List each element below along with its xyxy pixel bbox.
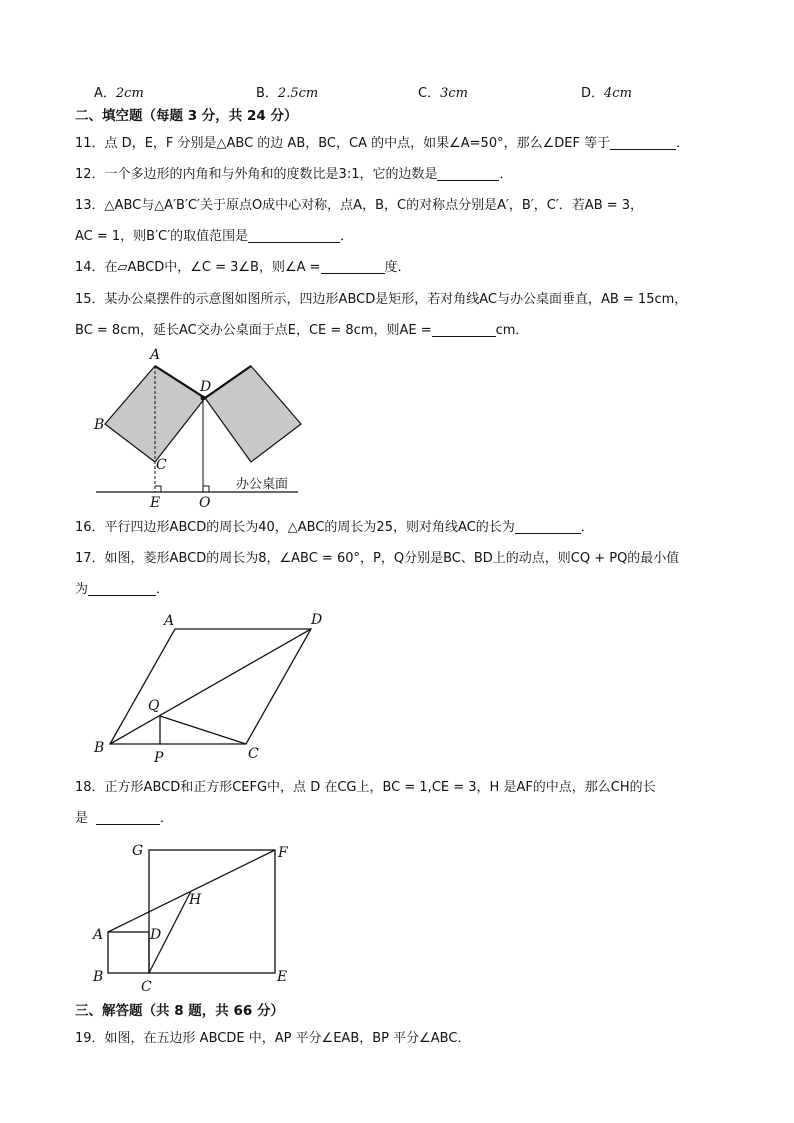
figure-17-rhombus — [88, 606, 338, 768]
right-angle-mark — [203, 486, 209, 492]
question-13 — [75, 196, 643, 216]
label-c: C — [248, 746, 259, 762]
label-d: D — [150, 927, 162, 943]
question-number: 11． — [75, 136, 105, 151]
answer-blank — [321, 259, 385, 274]
question-text: 正方形ABCD和正方形CEFG中，点 D 在CG上，BC = 1,CE = 3，H 是AF的中点，那么CH的长 — [104, 780, 656, 795]
question-text: △ABC与△A′B′C′关于原点O成中心对称，点A，B，C的对称点分别是A′，B′，C′．若AB = 3， — [104, 198, 644, 213]
question-number: 18． — [75, 780, 105, 795]
label-p: P — [154, 750, 164, 766]
section-3-title: 三、解答题（共 8 题，共 66 分） — [75, 1003, 284, 1019]
figure-15-desk-ornament — [88, 344, 318, 512]
option-c: C．3cm — [418, 86, 468, 101]
question-19 — [75, 1029, 470, 1049]
question-number: 13． — [75, 198, 105, 213]
right-angle-mark — [155, 486, 161, 492]
question-text: 在▱ABCD中，∠C = 3∠B，则∠A = — [104, 260, 321, 275]
question-text: 点 D，E，F 分别是△ABC 的边 AB，BC，CA 的中点，如果∠A=50°，那么∠DEF 等于 — [104, 136, 611, 151]
label-d: D — [200, 379, 212, 395]
label-c: C — [141, 979, 152, 995]
question-15-line-2: BC = 8cm，延长AC交办公桌面于点E，CE = 8cm，则AE = cm． — [75, 323, 529, 338]
label-d: D — [311, 612, 323, 628]
question-11: 11．点 D，E，F 分别是△ABC 的边 AB，BC，CA 的中点，如果∠A=50°，那么∠DEF 等于 ． — [75, 136, 690, 151]
question-number: 19． — [75, 1031, 105, 1046]
label-f: F — [278, 845, 288, 861]
question-number: 15． — [75, 292, 105, 307]
segment-af — [108, 850, 275, 932]
label-q: Q — [148, 698, 160, 714]
point-d — [201, 396, 206, 401]
question-17 — [75, 549, 679, 569]
question-12: 12．一个多边形的内角和与外角和的度数比是3:1，它的边数是 ． — [75, 167, 513, 182]
answer-blank — [88, 581, 156, 596]
label-b: B — [93, 969, 104, 985]
question-text: 一个多边形的内角和与外角和的度数比是3:1，它的边数是 — [104, 167, 438, 182]
label-e: E — [277, 969, 288, 985]
figure-18-squares — [88, 838, 310, 996]
answer-blank — [610, 135, 676, 150]
rectangle-right — [205, 366, 301, 462]
label-a: A — [150, 347, 161, 363]
question-number: 17． — [75, 551, 105, 566]
question-18-line-2: 是 ． — [75, 811, 174, 826]
question-number: 12． — [75, 167, 105, 182]
answer-blank — [432, 322, 496, 337]
answer-blank — [248, 228, 340, 243]
label-h: H — [189, 892, 202, 908]
square-cefg — [149, 850, 275, 973]
option-d: D．4cm — [581, 86, 632, 101]
answer-blank — [96, 810, 160, 825]
section-2-title: 二、填空题（每题 3 分，共 24 分） — [75, 108, 298, 124]
question-13-line-2: AC = 1，则B′C′的取值范围是 ． — [75, 229, 354, 244]
question-15 — [75, 290, 687, 310]
diagonal-bd — [110, 629, 311, 744]
desk-label: 办公桌面 — [236, 477, 289, 492]
answer-blank — [437, 166, 499, 181]
label-a: A — [93, 927, 104, 943]
question-number: 16． — [75, 520, 105, 535]
question-text: 如图，在五边形 ABCDE 中，AP 平分∠EAB，BP 平分∠ABC． — [104, 1031, 471, 1046]
question-text: 平行四边形ABCD的周长为40，△ABC的周长为25，则对角线AC的长为 — [104, 520, 515, 535]
question-text: 某办公桌摆件的示意图如图所示，四边形ABCD是矩形，若对角线AC与办公桌面垂直，AB = 15cm， — [104, 292, 688, 307]
question-text: 如图，菱形ABCD的周长为8，∠ABC = 60°，P，Q分别是BC、BD上的动点，则CQ + PQ的最小值 — [104, 551, 680, 566]
label-e: E — [150, 495, 161, 511]
option-b: B．2.5cm — [256, 86, 319, 101]
question-14: 14．在▱ABCD中，∠C = 3∠B，则∠A = 度． — [75, 260, 411, 275]
answer-blank — [515, 519, 581, 534]
question-18 — [75, 778, 656, 798]
label-c: C — [156, 457, 167, 473]
label-a: A — [164, 613, 175, 629]
square-abcd — [108, 932, 149, 973]
question-17-line-2: 为 ． — [75, 582, 170, 597]
question-16: 16．平行四边形ABCD的周长为40，△ABC的周长为25，则对角线AC的长为 ． — [75, 520, 594, 535]
label-o: O — [199, 495, 211, 511]
label-g: G — [132, 843, 144, 859]
label-b: B — [94, 417, 105, 433]
option-a: A．2cm — [94, 86, 144, 101]
label-b: B — [94, 740, 105, 756]
question-number: 14． — [75, 260, 105, 275]
segment-qc — [160, 716, 246, 744]
